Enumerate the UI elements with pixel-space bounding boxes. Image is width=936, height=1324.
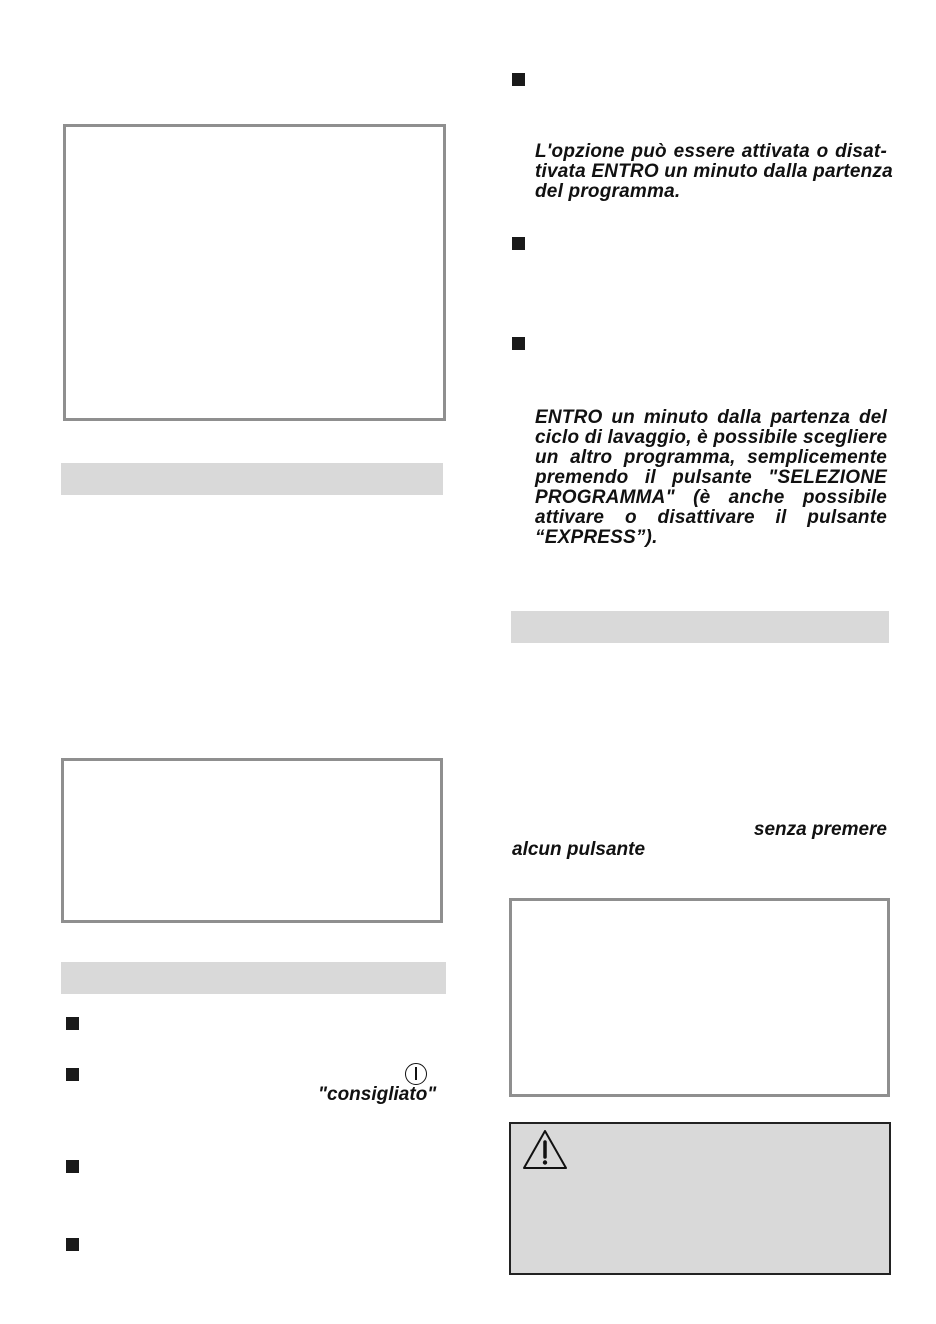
warning-box: [509, 1122, 891, 1275]
no-button-phrase-a: senza premere: [753, 819, 887, 840]
square-bullet-icon: [66, 1160, 79, 1173]
program-change-line: ENTRO un minuto dalla partenza del: [535, 407, 887, 428]
square-bullet-icon: [512, 337, 525, 350]
program-change-line: ciclo di lavaggio, è possibile scegliere: [535, 427, 888, 448]
recommended-label: "consigliato": [318, 1084, 437, 1105]
right-info-box: [509, 898, 890, 1097]
left-info-box-middle: [61, 758, 443, 923]
left-info-box-top: [63, 124, 446, 421]
option-note-line: del programma.: [535, 181, 681, 202]
program-change-line: un altro programma, semplicemente: [535, 447, 887, 468]
square-bullet-icon: [66, 1068, 79, 1081]
no-button-phrase-b: alcun pulsante: [512, 839, 646, 860]
warning-triangle-icon: [521, 1128, 569, 1172]
square-bullet-icon: [66, 1017, 79, 1030]
right-section-heading-bar: [511, 611, 889, 643]
program-change-line: “EXPRESS”).: [535, 527, 658, 548]
option-note-paragraph: [535, 141, 893, 202]
program-change-line: attivare o disattivare il pulsante: [535, 507, 887, 528]
left-section-heading-bar-2: [61, 962, 446, 994]
program-change-paragraph: [535, 408, 887, 548]
program-change-line: PROGRAMMA" (è anche possibile: [535, 487, 887, 508]
square-bullet-icon: [512, 237, 525, 250]
option-note-line: tivata ENTRO un minuto dalla partenza: [535, 161, 893, 182]
square-bullet-icon: [512, 73, 525, 86]
program-change-line: premendo il pulsante "SELEZIONE: [535, 467, 887, 488]
option-note-line: L'opzione può essere attivata o disat-: [535, 141, 887, 162]
left-section-heading-bar-1: [61, 463, 443, 495]
square-bullet-icon: [66, 1238, 79, 1251]
power-symbol-icon: [405, 1063, 427, 1085]
